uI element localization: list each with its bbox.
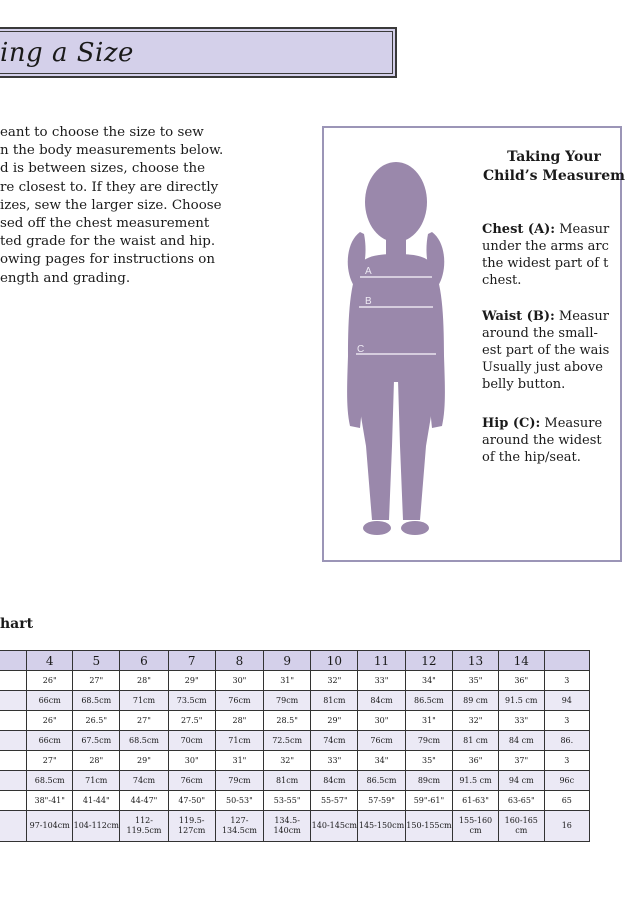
measurement-figure [322,126,625,562]
table-cell: 34" [405,671,452,691]
table-cell: 35" [405,751,452,771]
table-cell: 160-165 cm [498,811,544,842]
size-header-row [0,651,590,671]
waist-note-line: Usually just above [482,360,603,375]
hip-note-label: Hip (C): [482,416,541,431]
intro-line: sed off the chest measurement [0,215,210,231]
size-header-cell [544,651,589,671]
child-silhouette-icon [342,146,452,546]
table-cell: 145-150cm [358,811,405,842]
size-chart-title: hart [0,616,34,632]
row-label-cell [0,791,27,811]
table-cell: 140-145cm [311,811,358,842]
table-cell: 79cm [263,691,310,711]
table-cell: 28.5" [263,711,310,731]
table-cell: 74cm [311,731,358,751]
table-cell: 3 [544,751,589,771]
size-header-cell: 9 [263,651,310,671]
table-cell: 50-53" [215,791,263,811]
table-cell: 104-112cm [73,811,120,842]
table-cell: 41-44" [73,791,120,811]
size-header-cell: 5 [73,651,120,671]
table-cell: 31" [405,711,452,731]
intro-paragraph [0,124,300,288]
table-cell: 36" [453,751,499,771]
table-cell: 37" [498,751,544,771]
table-cell: 32" [263,751,310,771]
table-cell: 86. [544,731,589,751]
intro-line: ength and grading. [0,270,131,286]
table-cell: 32" [311,671,358,691]
table-cell: 61-63" [453,791,499,811]
table-cell: 3 [544,711,589,731]
table-cell: 33" [311,751,358,771]
table-cell: 155-160 cm [453,811,499,842]
table-cell: 71cm [73,771,120,791]
size-header-cell: 10 [311,651,358,671]
table-cell: 89 cm [453,691,499,711]
table-cell: 86.5cm [405,691,452,711]
table-cell: 28" [215,711,263,731]
table-cell: 84 cm [498,731,544,751]
table-cell: 29" [168,671,215,691]
table-cell: 44-47" [120,791,168,811]
table-cell: 150-155cm [405,811,452,842]
table-cell: 3 [544,671,589,691]
table-cell: 71cm [215,731,263,751]
table-cell: 66cm [27,731,73,751]
table-cell: 38"-41" [27,791,73,811]
table-cell: 67.5cm [73,731,120,751]
table-cell: 29" [120,751,168,771]
table-cell: 27" [27,751,73,771]
figure-title-line: Taking Your [507,149,601,165]
table-cell: 76cm [215,691,263,711]
table-cell: 76cm [168,771,215,791]
chest-note-line: chest. [482,273,522,288]
table-cell: 94 [544,691,589,711]
intro-line: izes, sew the larger size. Choose [0,197,222,213]
table-cell: 27" [120,711,168,731]
table-cell: 86.5cm [358,771,405,791]
size-header-cell: 11 [358,651,405,671]
table-cell: 76cm [358,731,405,751]
chest-note [482,221,642,289]
waist-note-label: Waist (B): [482,309,555,324]
table-cell: 31" [263,671,310,691]
chest-note-line: Measur [555,222,610,237]
table-row [0,791,590,811]
table-cell: 81cm [263,771,310,791]
hip-note-line: Measure [540,416,603,431]
figure-title [469,148,639,186]
table-row [0,711,590,731]
table-cell: 27.5" [168,711,215,731]
row-label-cell [0,731,27,751]
table-row [0,731,590,751]
intro-line: eant to choose the size to sew [0,125,204,140]
table-row [0,811,590,842]
size-header-cell: 7 [168,651,215,671]
table-cell: 74cm [120,771,168,791]
table-cell: 84cm [358,691,405,711]
table-cell: 26.5" [73,711,120,731]
waist-note [482,308,642,393]
hip-note-line: around the widest [482,433,602,448]
row-label-cell [0,691,27,711]
table-cell: 81cm [311,691,358,711]
intro-line: ted grade for the waist and hip. [0,234,216,250]
table-cell: 65 [544,791,589,811]
table-cell: 72.5cm [263,731,310,751]
table-cell: 96c [544,771,589,791]
table-cell: 53-55" [263,791,310,811]
table-cell: 68.5cm [27,771,73,791]
table-cell: 26" [27,711,73,731]
table-cell: 55-57" [311,791,358,811]
table-cell: 79cm [215,771,263,791]
table-cell: 68.5cm [73,691,120,711]
marker-b-label: B [365,296,372,307]
table-cell: 79cm [405,731,452,751]
waist-note-line: around the small- [482,326,598,341]
table-cell: 16 [544,811,589,842]
size-header-cell: 12 [405,651,452,671]
table-cell: 127-134.5cm [215,811,263,842]
table-cell: 28" [73,751,120,771]
table-cell: 47-50" [168,791,215,811]
intro-line: re closest to. If they are directly [0,179,219,195]
waist-note-line: Measur [554,309,609,324]
marker-a-label: A [365,266,372,277]
size-header-cell: 6 [120,651,168,671]
table-row [0,671,590,691]
row-label-cell [0,811,27,842]
size-header-cell: 8 [215,651,263,671]
intro-line: d is between sizes, choose the [0,161,206,177]
size-chart-table [0,650,590,842]
table-cell: 68.5cm [120,731,168,751]
table-cell: 32" [453,711,499,731]
page-title: ing a Size [0,38,134,68]
table-cell: 30" [168,751,215,771]
waist-note-line: belly button. [482,377,566,392]
table-cell: 97-104cm [27,811,73,842]
table-cell: 134.5-140cm [263,811,310,842]
waist-note-line: est part of the wais [482,343,610,358]
marker-c-label: C [357,344,365,355]
chest-note-line: the widest part of t [482,256,609,271]
table-cell: 29" [311,711,358,731]
size-header-cell: 14 [498,651,544,671]
figure-title-line: Child’s Measurem [482,168,625,184]
table-cell: 33" [498,711,544,731]
table-cell: 91.5 cm [453,771,499,791]
intro-line: owing pages for instructions on [0,252,215,268]
table-cell: 89cm [405,771,452,791]
table-cell: 63-65" [498,791,544,811]
table-cell: 119.5-127cm [168,811,215,842]
row-label-header [0,651,27,671]
intro-line: n the body measurements below. [0,143,224,159]
row-label-cell [0,671,27,691]
table-row [0,751,590,771]
table-cell: 66cm [27,691,73,711]
row-label-cell [0,751,27,771]
size-header-cell: 13 [453,651,499,671]
table-cell: 70cm [168,731,215,751]
table-cell: 84cm [311,771,358,791]
table-cell: 59"-61" [405,791,452,811]
table-cell: 94 cm [498,771,544,791]
chest-note-line: under the arms arc [482,239,609,254]
table-cell: 33" [358,671,405,691]
hip-note [482,415,642,466]
row-label-cell [0,711,27,731]
table-cell: 27" [73,671,120,691]
size-header-cell: 4 [27,651,73,671]
table-cell: 28" [120,671,168,691]
table-cell: 57-59" [358,791,405,811]
table-cell: 30" [358,711,405,731]
table-row [0,771,590,791]
table-cell: 36" [498,671,544,691]
hip-note-line: of the hip/seat. [482,450,581,465]
chest-note-label: Chest (A): [482,222,556,237]
table-cell: 31" [215,751,263,771]
table-cell: 81 cm [453,731,499,751]
table-cell: 30" [215,671,263,691]
table-cell: 26" [27,671,73,691]
row-label-cell [0,771,27,791]
table-cell: 71cm [120,691,168,711]
table-cell: 73.5cm [168,691,215,711]
table-cell: 91.5 cm [498,691,544,711]
table-row [0,691,590,711]
table-cell: 34" [358,751,405,771]
section-banner [0,27,397,78]
table-cell: 112-119.5cm [120,811,168,842]
table-cell: 35" [453,671,499,691]
